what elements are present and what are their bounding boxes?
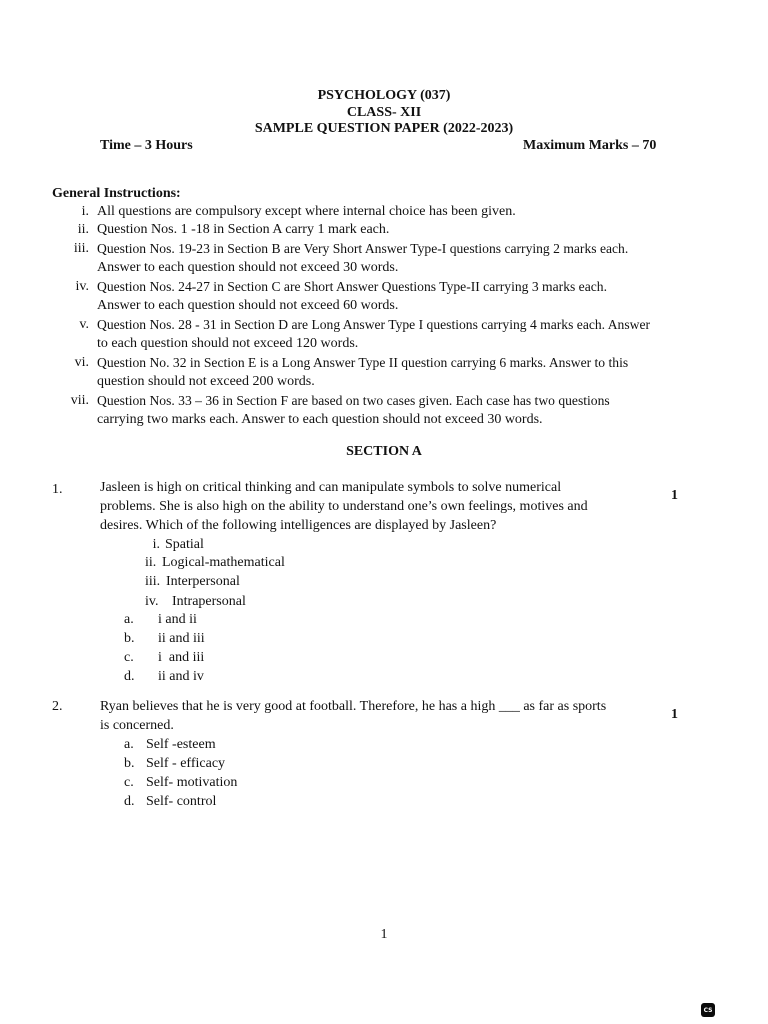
option-label: a. [124, 612, 134, 627]
instructions-heading: General Instructions: [52, 186, 181, 201]
option-label: a. [124, 737, 134, 752]
question-text-line: desires. Which of the following intelligences are displayed by Jasleen? [100, 518, 497, 533]
question-marks: 1 [671, 488, 678, 503]
statement-number: iii. [145, 574, 161, 589]
question-text-line: problems. She is also high on the ability to understand one’s own feelings, motives and [100, 499, 588, 514]
option-label: d. [124, 669, 135, 684]
instruction-number: ii. [77, 222, 89, 237]
instruction-text: Question Nos. 19-23 in Section B are Very Short Answer Type-I questions carrying 2 marks each. [97, 241, 629, 256]
instruction-text: Question Nos. 33 – 36 in Section F are based on two cases given. Each case has two questions [97, 393, 610, 408]
statement-text: Interpersonal [166, 574, 240, 589]
page-number: 1 [380, 927, 388, 942]
option-label: b. [124, 756, 135, 771]
camscanner-logo-icon: CS [701, 1003, 715, 1017]
instruction-number: vi. [74, 355, 89, 370]
option-text: Self -esteem [146, 737, 216, 752]
instruction-number: iii. [73, 241, 89, 256]
question-text-line: Jasleen is high on critical thinking and can manipulate symbols to solve numerical [100, 480, 562, 495]
instruction-text: Question Nos. 1 -18 in Section A carry 1 mark each. [97, 222, 390, 237]
option-label: c. [124, 650, 134, 665]
option-label: c. [124, 775, 134, 790]
instruction-text: Question No. 32 in Section E is a Long Answer Type II question carrying 6 marks. Answer to this [97, 355, 629, 370]
option-label: b. [124, 631, 135, 646]
option-text: Self- control [146, 794, 217, 809]
question-number: 2. [52, 699, 63, 714]
option-text: i and ii [158, 612, 197, 627]
statement-number: iv. [145, 594, 159, 609]
question-marks: 1 [671, 707, 678, 722]
option-label: d. [124, 794, 135, 809]
instruction-number: iv. [75, 279, 89, 294]
statement-number: ii. [145, 555, 157, 570]
section-title: SECTION A [346, 444, 422, 459]
instruction-text: All questions are compulsory except where internal choice has been given. [97, 204, 516, 219]
option-text: i and iii [158, 650, 205, 665]
instruction-number: vii. [70, 393, 89, 408]
instruction-text-continued: Answer to each question should not exceed 60 words. [97, 298, 399, 313]
statement-text: Spatial [165, 537, 204, 552]
question-text-line: is concerned. [100, 718, 174, 733]
statement-text: Logical-mathematical [162, 555, 285, 570]
time-allowed: Time – 3 Hours [100, 138, 193, 153]
instruction-text-continued: Answer to each question should not exceed 30 words. [97, 260, 399, 275]
maximum-marks: Maximum Marks – 70 [523, 138, 657, 153]
paper-subject: PSYCHOLOGY (037) [317, 88, 451, 103]
question-text-line: Ryan believes that he is very good at football. Therefore, he has a high ___ as far as sports [100, 699, 607, 714]
question-number: 1. [52, 482, 63, 497]
statement-number: i. [152, 537, 160, 552]
option-text: Self - efficacy [146, 756, 226, 771]
option-text: ii and iii [158, 631, 205, 646]
instruction-text-continued: to each question should not exceed 120 words. [97, 336, 359, 351]
option-text: ii and iv [158, 669, 204, 684]
instruction-text: Question Nos. 28 - 31 in Section D are Long Answer Type I questions carrying 4 marks each. Answer [97, 317, 651, 332]
instruction-number: i. [81, 204, 89, 219]
statement-text: Intrapersonal [172, 594, 246, 609]
option-text: Self- motivation [146, 775, 238, 790]
paper-class: CLASS- XII [346, 105, 422, 120]
paper-title: SAMPLE QUESTION PAPER (2022-2023) [254, 121, 514, 136]
instruction-number: v. [79, 317, 89, 332]
instruction-text-continued: carrying two marks each. Answer to each question should not exceed 30 words. [97, 412, 543, 427]
instruction-text: Question Nos. 24-27 in Section C are Short Answer Questions Type-II carrying 3 marks each. [97, 279, 607, 294]
instruction-text-continued: question should not exceed 200 words. [97, 374, 315, 389]
